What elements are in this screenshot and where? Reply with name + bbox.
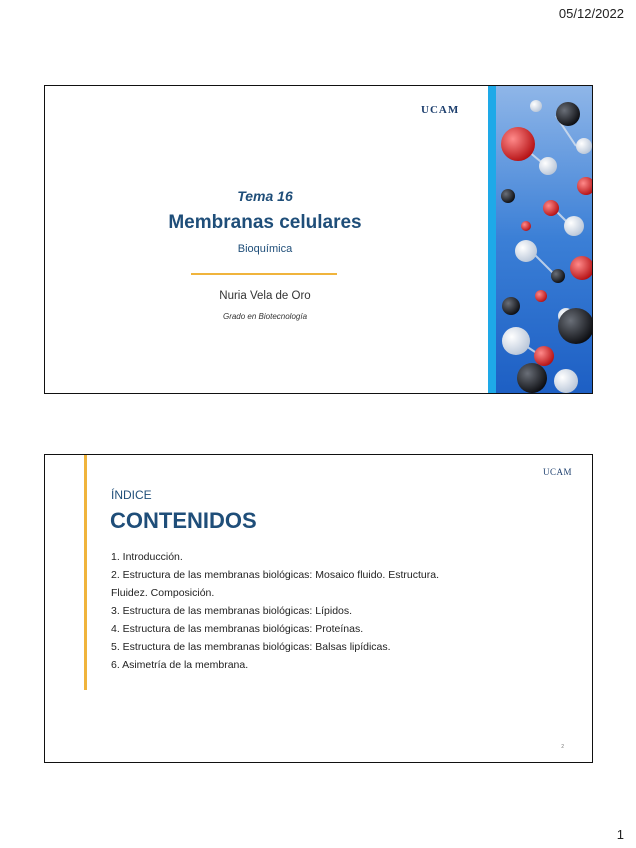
index-slide xyxy=(44,454,593,763)
degree-name: Grado en Biotecnología xyxy=(222,312,308,321)
ucam-logo: UCAM xyxy=(421,104,460,116)
divider-line xyxy=(191,273,337,275)
slide-title: Membranas celulares xyxy=(168,212,362,233)
contents-list xyxy=(111,548,571,674)
list-item: 5. Estructura de las membranas biológicas: Balsas lipídicas. xyxy=(111,641,391,653)
author-name: Nuria Vela de Oro xyxy=(219,290,311,302)
page-number: 1 xyxy=(616,827,624,842)
list-item: 3. Estructura de las membranas biológicas: Lípidos. xyxy=(111,605,353,617)
accent-bar xyxy=(488,86,496,393)
list-item: 6. Asimetría de la membrana. xyxy=(111,659,249,671)
ucam-logo: UCAM xyxy=(542,467,572,477)
accent-line xyxy=(84,455,87,690)
list-item: 2. Estructura de las membranas biológicas: Mosaico fluido. Estructura. xyxy=(111,569,439,581)
print-date: 05/12/2022 xyxy=(558,6,624,21)
title-slide xyxy=(44,85,593,394)
molecule-image xyxy=(496,86,592,393)
topic-number: Tema 16 xyxy=(237,188,293,204)
slide-number: 2 xyxy=(561,744,564,750)
slide-title: CONTENIDOS xyxy=(110,508,257,533)
list-item: 1. Introducción. xyxy=(111,551,183,563)
slide-subtitle: Bioquímica xyxy=(237,243,293,255)
list-item: 4. Estructura de las membranas biológicas: Proteínas. xyxy=(111,623,364,635)
list-item: Fluidez. Composición. xyxy=(111,587,215,599)
section-label: ÍNDICE xyxy=(111,488,152,502)
